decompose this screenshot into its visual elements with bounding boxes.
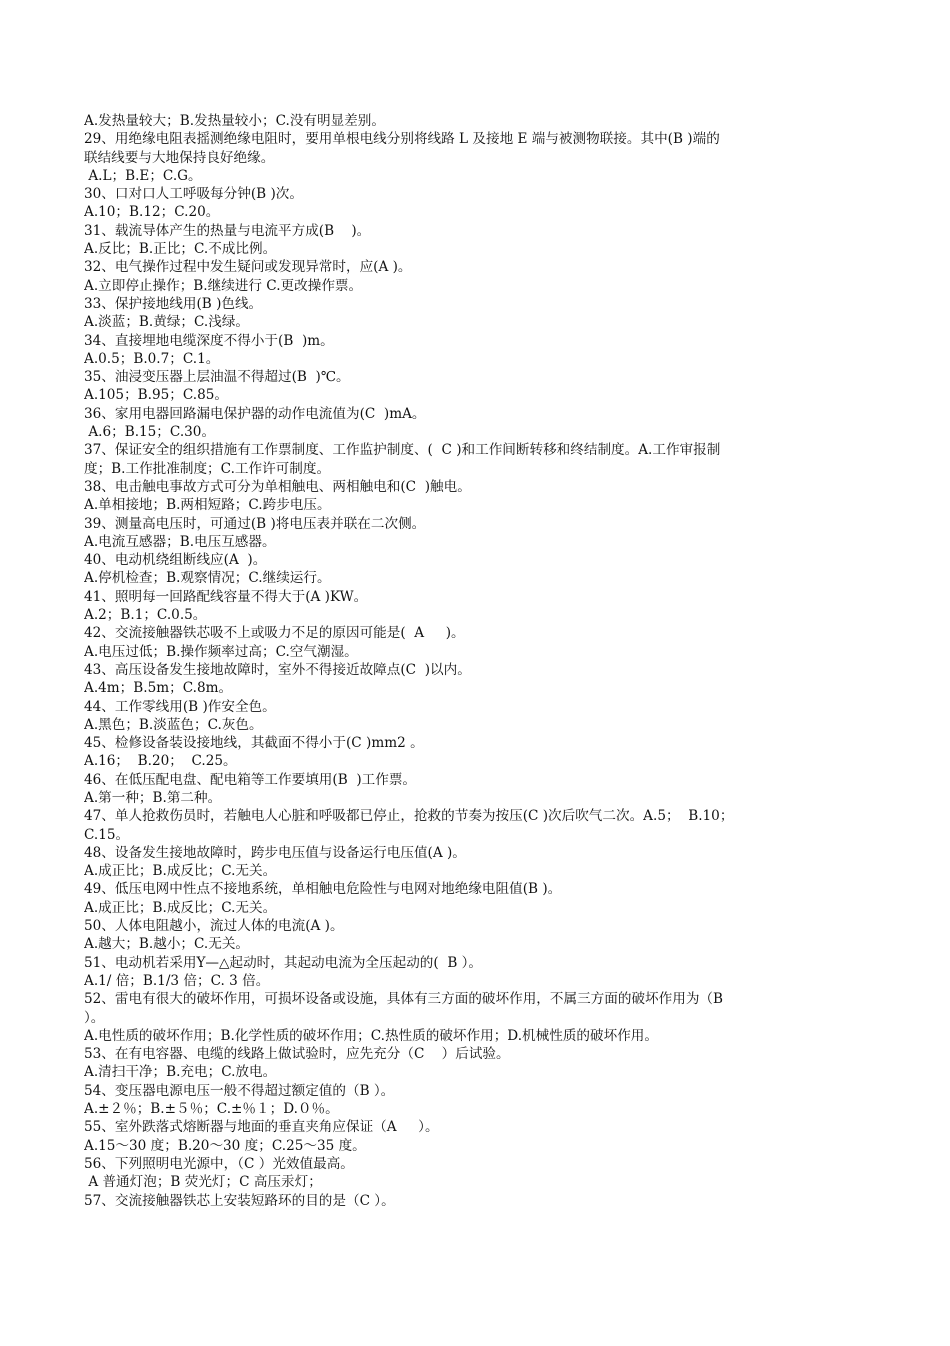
text-line: 44、工作零线用(B )作安全色。: [84, 698, 276, 715]
text-line: 32、电气操作过程中发生疑问或发现异常时，应(A )。: [84, 259, 412, 276]
text-line: 53、在有电容器、电缆的线路上做试验时，应先充分（C ）后试验。: [84, 1046, 510, 1063]
text-line: 37、保证安全的组织措施有工作票制度、工作监护制度、( C )和工作间断转移和终结制度。A.工作审报制: [84, 442, 721, 459]
text-line: 54、变压器电源电压一般不得超过额定值的（B ）。: [84, 1082, 395, 1099]
text-line: A.电流互感器；B.电压互感器。: [84, 533, 276, 550]
text-line: A.16； B.20； C.25。: [84, 753, 237, 770]
text-line: A.±２％；B.±５％；C.±％１；D.０％。: [84, 1101, 339, 1118]
text-line: A.2；B.1；C.0.5。: [84, 607, 207, 624]
document-page: [84, 112, 864, 1210]
text-line: A 普通灯泡；B 荧光灯；C 高压汞灯；: [84, 1174, 322, 1191]
text-line: 30、口对口人工呼吸每分钟(B )次。: [84, 186, 303, 203]
text-line: 34、直接埋地电缆深度不得小于(B )m。: [84, 332, 334, 349]
text-line: A.清扫干净；B.充电；C.放电。: [84, 1064, 277, 1081]
text-line: A.6；B.15；C.30。: [84, 424, 216, 441]
text-line: 56、下列照明电光源中，（C ）光效值最高。: [84, 1155, 354, 1172]
text-line: A.第一种；B.第二种。: [84, 789, 222, 806]
text-line: 度；B.工作批准制度；C.工作许可制度。: [84, 460, 331, 477]
text-line: 39、测量高电压时，可通过(B )将电压表并联在二次侧。: [84, 515, 426, 532]
text-line: 29、用绝缘电阻表摇测绝缘电阻时，要用单根电线分别将线路 L 及接地 E 端与被测物联接。其中(B )端的: [84, 131, 720, 148]
text-line: A.黑色；B.淡蓝色；C.灰色。: [84, 716, 263, 733]
text-line: A.停机检查；B.观察情况；C.继续运行。: [84, 570, 331, 587]
text-line: C.15。: [84, 826, 130, 843]
text-line: A.立即停止操作；B.继续进行 C.更改操作票。: [84, 277, 363, 294]
text-line: 联结线要与大地保持良好绝缘。: [84, 149, 275, 166]
text-line: ）。: [84, 1009, 105, 1026]
text-line: 51、电动机若采用Y—△起动时，其起动电流为全压起动的( B ）。: [84, 954, 483, 971]
text-line: 47、单人抢救伤员时，若触电人心脏和呼吸都已停止，抢救的节奏为按压(C )次后吹气二次。A.5； B.10；: [84, 808, 734, 825]
text-line: 31、载流导体产生的热量与电流平方成(B )。: [84, 222, 371, 239]
text-line: 50、人体电阻越小，流过人体的电流(A )。: [84, 918, 344, 935]
text-line: 46、在低压配电盘、配电箱等工作要填用(B )工作票。: [84, 771, 417, 788]
text-line: A.反比；B.正比；C.不成比例。: [84, 241, 277, 258]
text-line: A.105；B.95；C.85。: [84, 387, 229, 404]
text-line: 45、检修设备装设接地线，其截面不得小于(C )mm2 。: [84, 735, 424, 752]
text-line: 57、交流接触器铁芯上安装短路环的目的是（C ）。: [84, 1192, 395, 1209]
text-line: 52、雷电有很大的破坏作用，可损坏设备或设施，具体有三方面的破坏作用，不属三方面的破坏作用为（B: [84, 991, 724, 1008]
text-line: 35、油浸变压器上层油温不得超过(B )℃。: [84, 369, 350, 386]
text-line: A.0.5；B.0.7；C.1。: [84, 350, 220, 367]
text-line: 41、照明每一回路配线容量不得大于(A )KW。: [84, 588, 368, 605]
text-line: A.电压过低；B.操作频率过高；C.空气潮湿。: [84, 643, 358, 660]
text-line: A.电性质的破坏作用；B.化学性质的破坏作用；C.热性质的破坏作用；D.机械性质的破坏作用。: [84, 1027, 658, 1044]
text-line: A.成正比；B.成反比；C.无关。: [84, 863, 277, 880]
text-line: A.L；B.E；C.G。: [84, 167, 202, 184]
text-line: 36、家用电器回路漏电保护器的动作电流值为(C )mA。: [84, 405, 426, 422]
text-line: A.发热量较大；B.发热量较小；C.没有明显差别。: [84, 113, 385, 129]
text-line: A.10；B.12；C.20。: [84, 204, 220, 221]
text-line: 38、电击触电事故方式可分为单相触电、两相触电和(C )触电。: [84, 478, 471, 495]
text-line: A.单相接地；B.两相短路；C.跨步电压。: [84, 497, 331, 514]
text-line: A.1/ 倍；B.1/3 倍；C. 3 倍。: [84, 972, 270, 989]
text-line: A.15～30 度；B.20～30 度；C.25～35 度。: [84, 1137, 366, 1154]
text-line: 40、电动机绕组断线应(A )。: [84, 552, 267, 569]
text-line: 48、设备发生接地故障时，跨步电压值与设备运行电压值(A )。: [84, 844, 466, 861]
text-line: 33、保护接地线用(B )色线。: [84, 295, 263, 312]
text-line: A.越大；B.越小；C.无关。: [84, 936, 250, 953]
text-line: A.淡蓝；B.黄绿；C.浅绿。: [84, 314, 250, 331]
text-line: 43、高压设备发生接地故障时，室外不得接近故障点(C )以内。: [84, 661, 471, 678]
text-line: 42、交流接触器铁芯吸不上或吸力不足的原因可能是( A )。: [84, 625, 465, 642]
text-line: 55、室外跌落式熔断器与地面的垂直夹角应保证（A ）。: [84, 1119, 439, 1136]
text-line: A.4m；B.5m；C.8m。: [84, 680, 233, 697]
text-line: 49、低压电网中性点不接地系统，单相触电危险性与电网对地绝缘电阻值(B )。: [84, 881, 562, 898]
text-line: A.成正比；B.成反比；C.无关。: [84, 899, 277, 916]
